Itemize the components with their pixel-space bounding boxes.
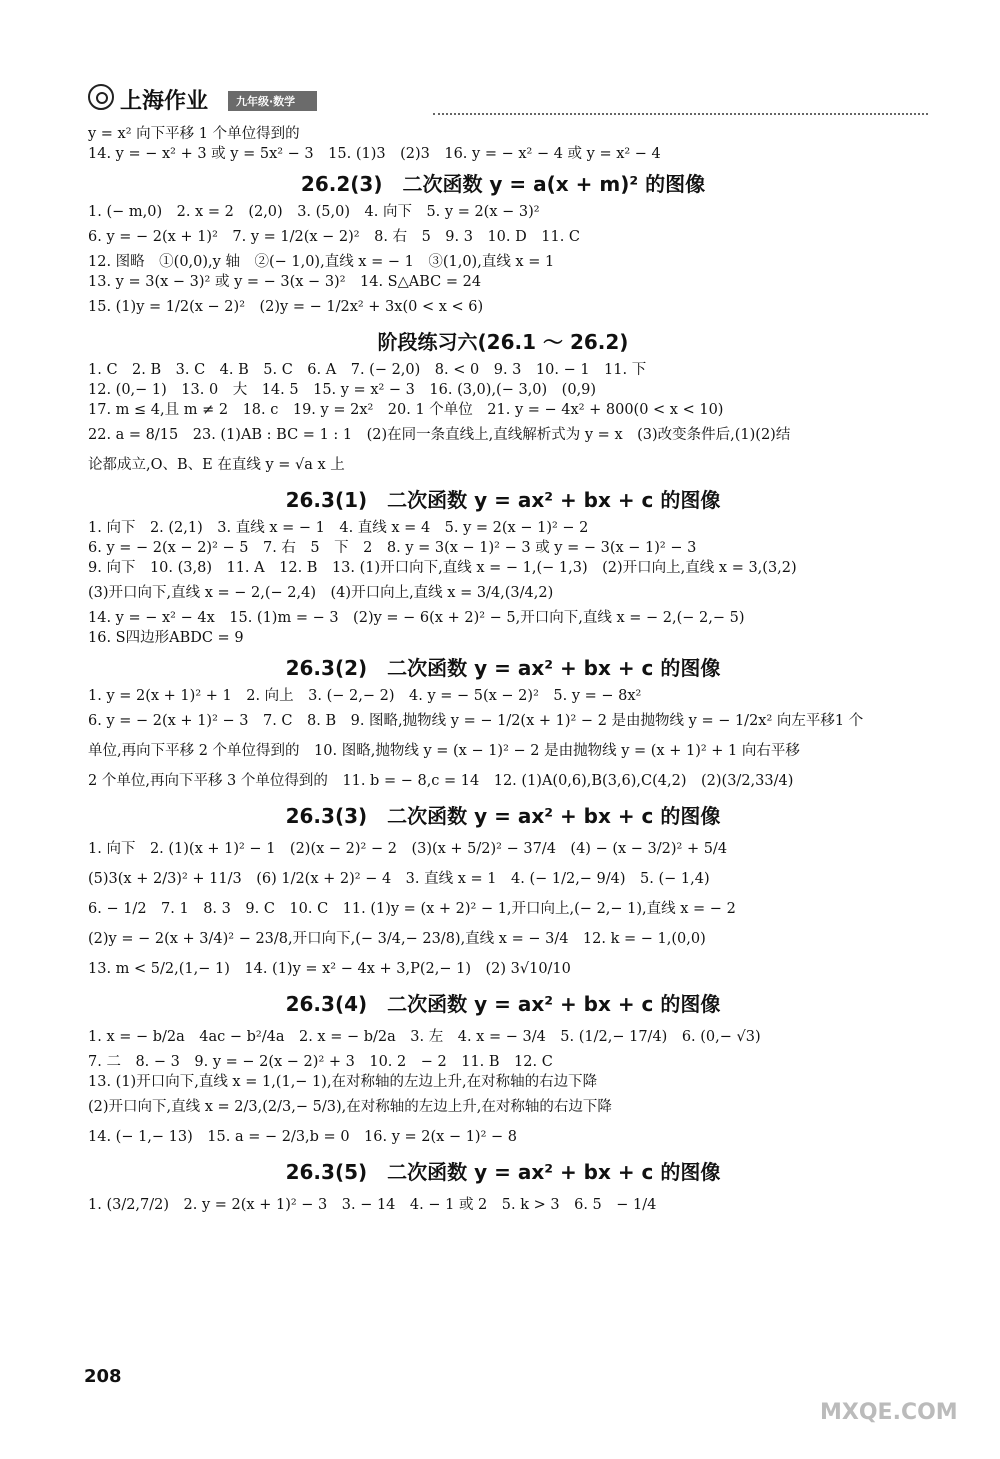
section-title: 26.2(3) 二次函数 y = a(x + m)² 的图像 (300, 172, 706, 196)
section-title: 26.3(1) 二次函数 y = ax² + bx + c 的图像 (285, 488, 721, 512)
grade-subject-tag: 九年级·数学 (228, 91, 317, 111)
answer-line: (2)y = − 2(x + 3/4)² − 23/8,开口向下,(− 3/4,− 23/8),直线 x = − 3/4 12. k = − 1,(0,0) (88, 931, 706, 947)
answer-line: 6. y = − 2(x + 1)² 7. y = 1/2(x − 2)² 8. 右 5 9. 3 10. D 11. C (88, 229, 581, 245)
answer-line: 6. − 1/2 7. 1 8. 3 9. C 10. C 11. (1)y = (x + 2)² − 1,开口向上,(− 2,− 1),直线 x = − 2 (88, 901, 736, 917)
answer-line: 1. 向下 2. (2,1) 3. 直线 x = − 1 4. 直线 x = 4 5. y = 2(x − 1)² − 2 (88, 520, 589, 536)
answer-line: 12. (0,− 1) 13. 0 大 14. 5 15. y = x² − 3 16. (3,0),(− 3,0) (0,9) (88, 382, 597, 398)
answer-line: 1. C 2. B 3. C 4. B 5. C 6. A 7. (− 2,0) 8. < 0 9. 3 10. − 1 11. 下 (88, 362, 647, 378)
answer-line: 15. (1)y = 1/2(x − 2)² (2)y = − 1/2x² + 3x(0 < x < 6) (88, 299, 484, 315)
answer-line: 2 个单位,再向下平移 3 个单位得到的 11. b = − 8,c = 14 12. (1)A(0,6),B(3,6),C(4,2) (2)(3/2,33/4) (88, 773, 794, 789)
answer-line: 13. m < 5/2,(1,− 1) 14. (1)y = x² − 4x + 3,P(2,− 1) (2) 3√10/10 (88, 961, 571, 977)
page-number: 208 (84, 1366, 122, 1387)
answer-line: 1. (3/2,7/2) 2. y = 2(x + 1)² − 3 3. − 14 4. − 1 或 2 5. k > 3 6. 5 − 1/4 (88, 1197, 657, 1213)
brand-title: 上海作业 (120, 89, 209, 114)
answer-line: 14. (− 1,− 13) 15. a = − 2/3,b = 0 16. y = 2(x − 1)² − 8 (88, 1129, 517, 1145)
answer-line: (5)3(x + 2/3)² + 11/3 (6) 1/2(x + 2)² − 4 3. 直线 x = 1 4. (− 1/2,− 9/4) 5. (− 1,4) (88, 871, 710, 887)
answer-line: 17. m ≤ 4,且 m ≠ 2 18. c 19. y = 2x² 20. 1 个单位 21. y = − 4x² + 800(0 < x < 10) (88, 402, 724, 418)
logo-icon (88, 84, 114, 110)
section-title: 26.3(4) 二次函数 y = ax² + bx + c 的图像 (285, 992, 721, 1016)
answer-line: 14. y = − x² − 4x 15. (1)m = − 3 (2)y = − 6(x + 2)² − 5,开口向下,直线 x = − 2,(− 2,− 5) (88, 610, 745, 626)
answer-line: 单位,再向下平移 2 个单位得到的 10. 图略,抛物线 y = (x − 1)² − 2 是由抛物线 y = (x + 1)² + 1 向右平移 (88, 743, 800, 759)
section-title: 26.3(2) 二次函数 y = ax² + bx + c 的图像 (285, 656, 721, 680)
answer-line: 14. y = − x² + 3 或 y = 5x² − 3 15. (1)3 (2)3 16. y = − x² − 4 或 y = x² − 4 (88, 146, 661, 162)
answer-line: 6. y = − 2(x − 2)² − 5 7. 右 5 下 2 8. y = 3(x − 1)² − 3 或 y = − 3(x − 1)² − 3 (88, 540, 697, 556)
answer-line: 22. a = 8/15 23. (1)AB : BC = 1 : 1 (2)在同一条直线上,直线解析式为 y = x (3)改变条件后,(1)(2)结 (88, 427, 791, 443)
section-title: 26.3(5) 二次函数 y = ax² + bx + c 的图像 (285, 1160, 721, 1184)
watermark: MXQE.COM (820, 1400, 958, 1425)
section-title: 阶段练习六(26.1 ～ 26.2) (377, 330, 629, 354)
section-title: 26.3(3) 二次函数 y = ax² + bx + c 的图像 (285, 804, 721, 828)
answer-line: 12. 图略 ①(0,0),y 轴 ②(− 1,0),直线 x = − 1 ③(1,0),直线 x = 1 (88, 254, 555, 270)
answer-line: 1. x = − b/2a 4ac − b²/4a 2. x = − b/2a 3. 左 4. x = − 3/4 5. (1/2,− 17/4) 6. (0,− √3) (88, 1029, 761, 1045)
answer-line: 1. 向下 2. (1)(x + 1)² − 1 (2)(x − 2)² − 2 (3)(x + 5/2)² − 37/4 (4) − (x − 3/2)² + 5/4 (88, 841, 728, 857)
answer-line: 6. y = − 2(x + 1)² − 3 7. C 8. B 9. 图略,抛物线 y = − 1/2(x + 1)² − 2 是由抛物线 y = − 1/2x² 向左平移1 个 (88, 713, 864, 729)
page-header (88, 84, 928, 118)
answer-line: 1. (− m,0) 2. x = 2 (2,0) 3. (5,0) 4. 向下 5. y = 2(x − 3)² (88, 204, 540, 220)
answer-line: 1. y = 2(x + 1)² + 1 2. 向上 3. (− 2,− 2) 4. y = − 5(x − 2)² 5. y = − 8x² (88, 688, 642, 704)
answer-line: 论都成立,O、B、E 在直线 y = √a x 上 (88, 457, 345, 473)
answer-line: 7. 二 8. − 3 9. y = − 2(x − 2)² + 3 10. 2 − 2 11. B 12. C (88, 1054, 553, 1070)
answer-line: y = x² 向下平移 1 个单位得到的 (88, 126, 300, 142)
answer-line: 13. (1)开口向下,直线 x = 1,(1,− 1),在对称轴的左边上升,在对称轴的右边下降 (88, 1074, 598, 1090)
answer-line: 9. 向下 10. (3,8) 11. A 12. B 13. (1)开口向下,直线 x = − 1,(− 1,3) (2)开口向上,直线 x = 3,(3,2) (88, 560, 797, 576)
answer-line: 16. S四边形ABDC = 9 (88, 630, 244, 646)
answer-line: (3)开口向下,直线 x = − 2,(− 2,4) (4)开口向上,直线 x = 3/4,(3/4,2) (88, 585, 554, 601)
answer-line: (2)开口向下,直线 x = 2/3,(2/3,− 5/3),在对称轴的左边上升,在对称轴的右边下降 (88, 1099, 612, 1115)
answer-content (88, 124, 918, 1220)
answer-line: 13. y = 3(x − 3)² 或 y = − 3(x − 3)² 14. S△ABC = 24 (88, 274, 482, 290)
header-divider (433, 113, 928, 115)
